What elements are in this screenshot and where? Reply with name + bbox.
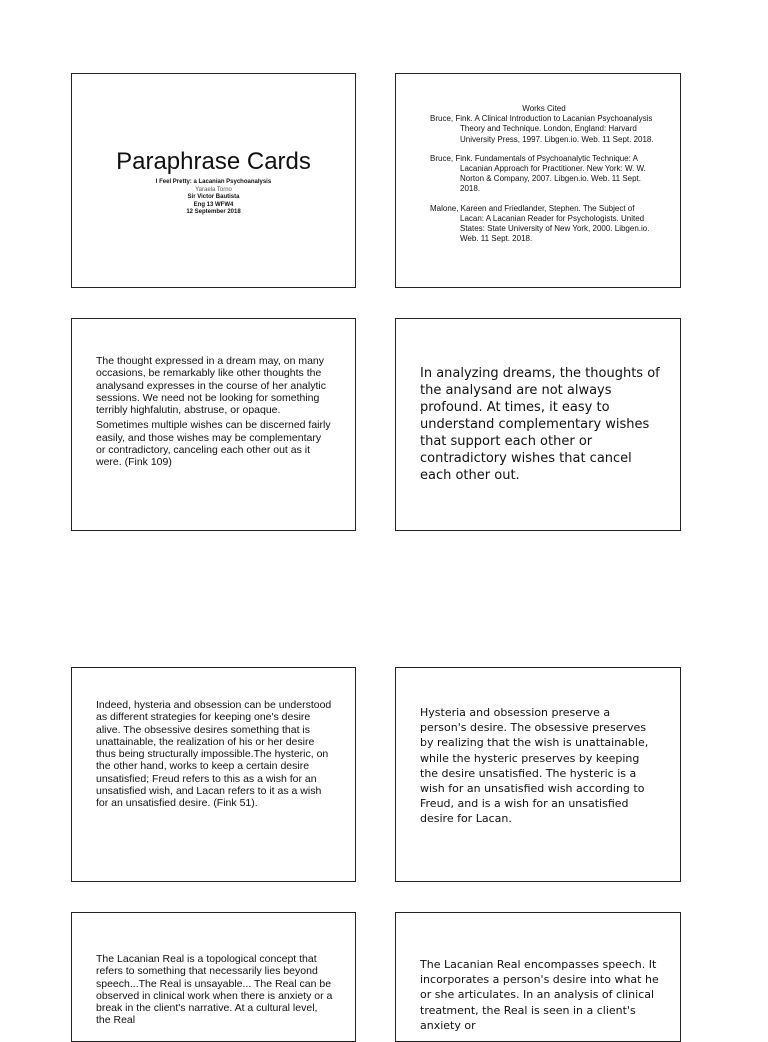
paraphrase-card xyxy=(395,667,681,882)
citation-entry: Bruce, Fink. Fundamentals of Psychoanalytic Technique: A Lacanian Approach for Practitioner. New York: W. W. Norton & Company, 2007. Libgen.io. Web. 11 Sept. 2018. xyxy=(430,153,646,194)
paper-subtitle: I Feel Pretty: a Lacanian Psychoanalysis xyxy=(155,179,272,185)
paraphrase-card xyxy=(395,318,681,531)
quote-text xyxy=(96,355,333,469)
works-cited-card xyxy=(395,73,681,288)
quote-text xyxy=(96,953,333,1027)
quote-text xyxy=(96,699,333,810)
instructor-name: Sir Victor Bautista xyxy=(187,194,240,200)
paraphrase-card xyxy=(395,912,681,1042)
class-name: Eng 13 WFW4 xyxy=(193,201,234,208)
date: 12 September 2018 xyxy=(186,209,241,215)
paraphrase-text xyxy=(420,365,660,484)
paraphrase-paragraph: The Lacanian Real encompasses speech. It incorporates a person's desire into what he or she articulates. In an analysis of clinical treatment, the Real is seen in a client's anxiety or xyxy=(420,958,659,1032)
citation-entry: Bruce, Fink. A Clinical Introduction to Lacanian Psychoanalysis Theory and Technique. London, England: Harvard University Press, 1997. Libgen.io. Web. 11 Sept. 2018. xyxy=(430,114,654,144)
paraphrase-paragraph: In analyzing dreams, the thoughts of the analysand are not always profound. At times, it easy to understand complementary wishes that support each other or contradictory wishes that cancel each other out. xyxy=(420,366,660,483)
quote-paragraph: The Lacanian Real is a topological concept that refers to something that necessarily lies beyond speech...The Real is unsayable... The Real can be observed in clinical work when there is anxiety or a break in the client's narrative. At a cultural level, the Real xyxy=(96,953,333,1027)
quote-card xyxy=(71,912,356,1042)
paraphrase-text xyxy=(420,957,660,1033)
citation-entry: Malone, Kareen and Friedlander, Stephen. The Subject of Lacan: A Lacanian Reader for Psychologists. United States: State University of New York, 2000. Libgen.io. Web. 11 Sept. 2018. xyxy=(430,203,650,244)
author-name: Yaraela Torno xyxy=(195,186,232,193)
quote-paragraph: Sometimes multiple wishes can be discerned fairly easily, and those wishes may be complementary or contradictory, canceling each other out as it were. (Fink 109) xyxy=(96,419,331,469)
card-title: Paraphrase Cards xyxy=(116,148,311,175)
paraphrase-paragraph: Hysteria and obsession preserve a person's desire. The obsessive preserves by realizing that the wish is unattainable, while the hysteric preserves by keeping the desire unsatisfied. The hysteric is a wish for an unsatisfied wish according to Freud, and is a wish for an unsatisfied desire for Lacan. xyxy=(420,706,649,826)
quote-card xyxy=(71,318,356,531)
quote-card xyxy=(71,667,356,882)
quote-paragraph: The thought expressed in a dream may, on many occasions, be remarkably like other thoughts the analysand expresses in the course of her analytic sessions. We need not be looking for something terribly highfalutin, abstruse, or opaque. xyxy=(96,355,326,417)
title-card xyxy=(71,73,356,288)
quote-paragraph: Indeed, hysteria and obsession can be understood as different strategies for keeping one's desire alive. The obsessive desires something that is unattainable, the realization of his or her desire thus being structurally impossible.The hysteric, on the other hand, works to keep a certain desire unsatisfied; Freud refers to this as a wish for an unsatisfied wish, and Lacan refers to it as a wish for an unsatisfied desire. (Fink 51). xyxy=(96,699,332,810)
paraphrase-text xyxy=(420,705,660,827)
works-cited-heading: Works Cited xyxy=(522,104,566,113)
title-card-details xyxy=(72,179,355,217)
